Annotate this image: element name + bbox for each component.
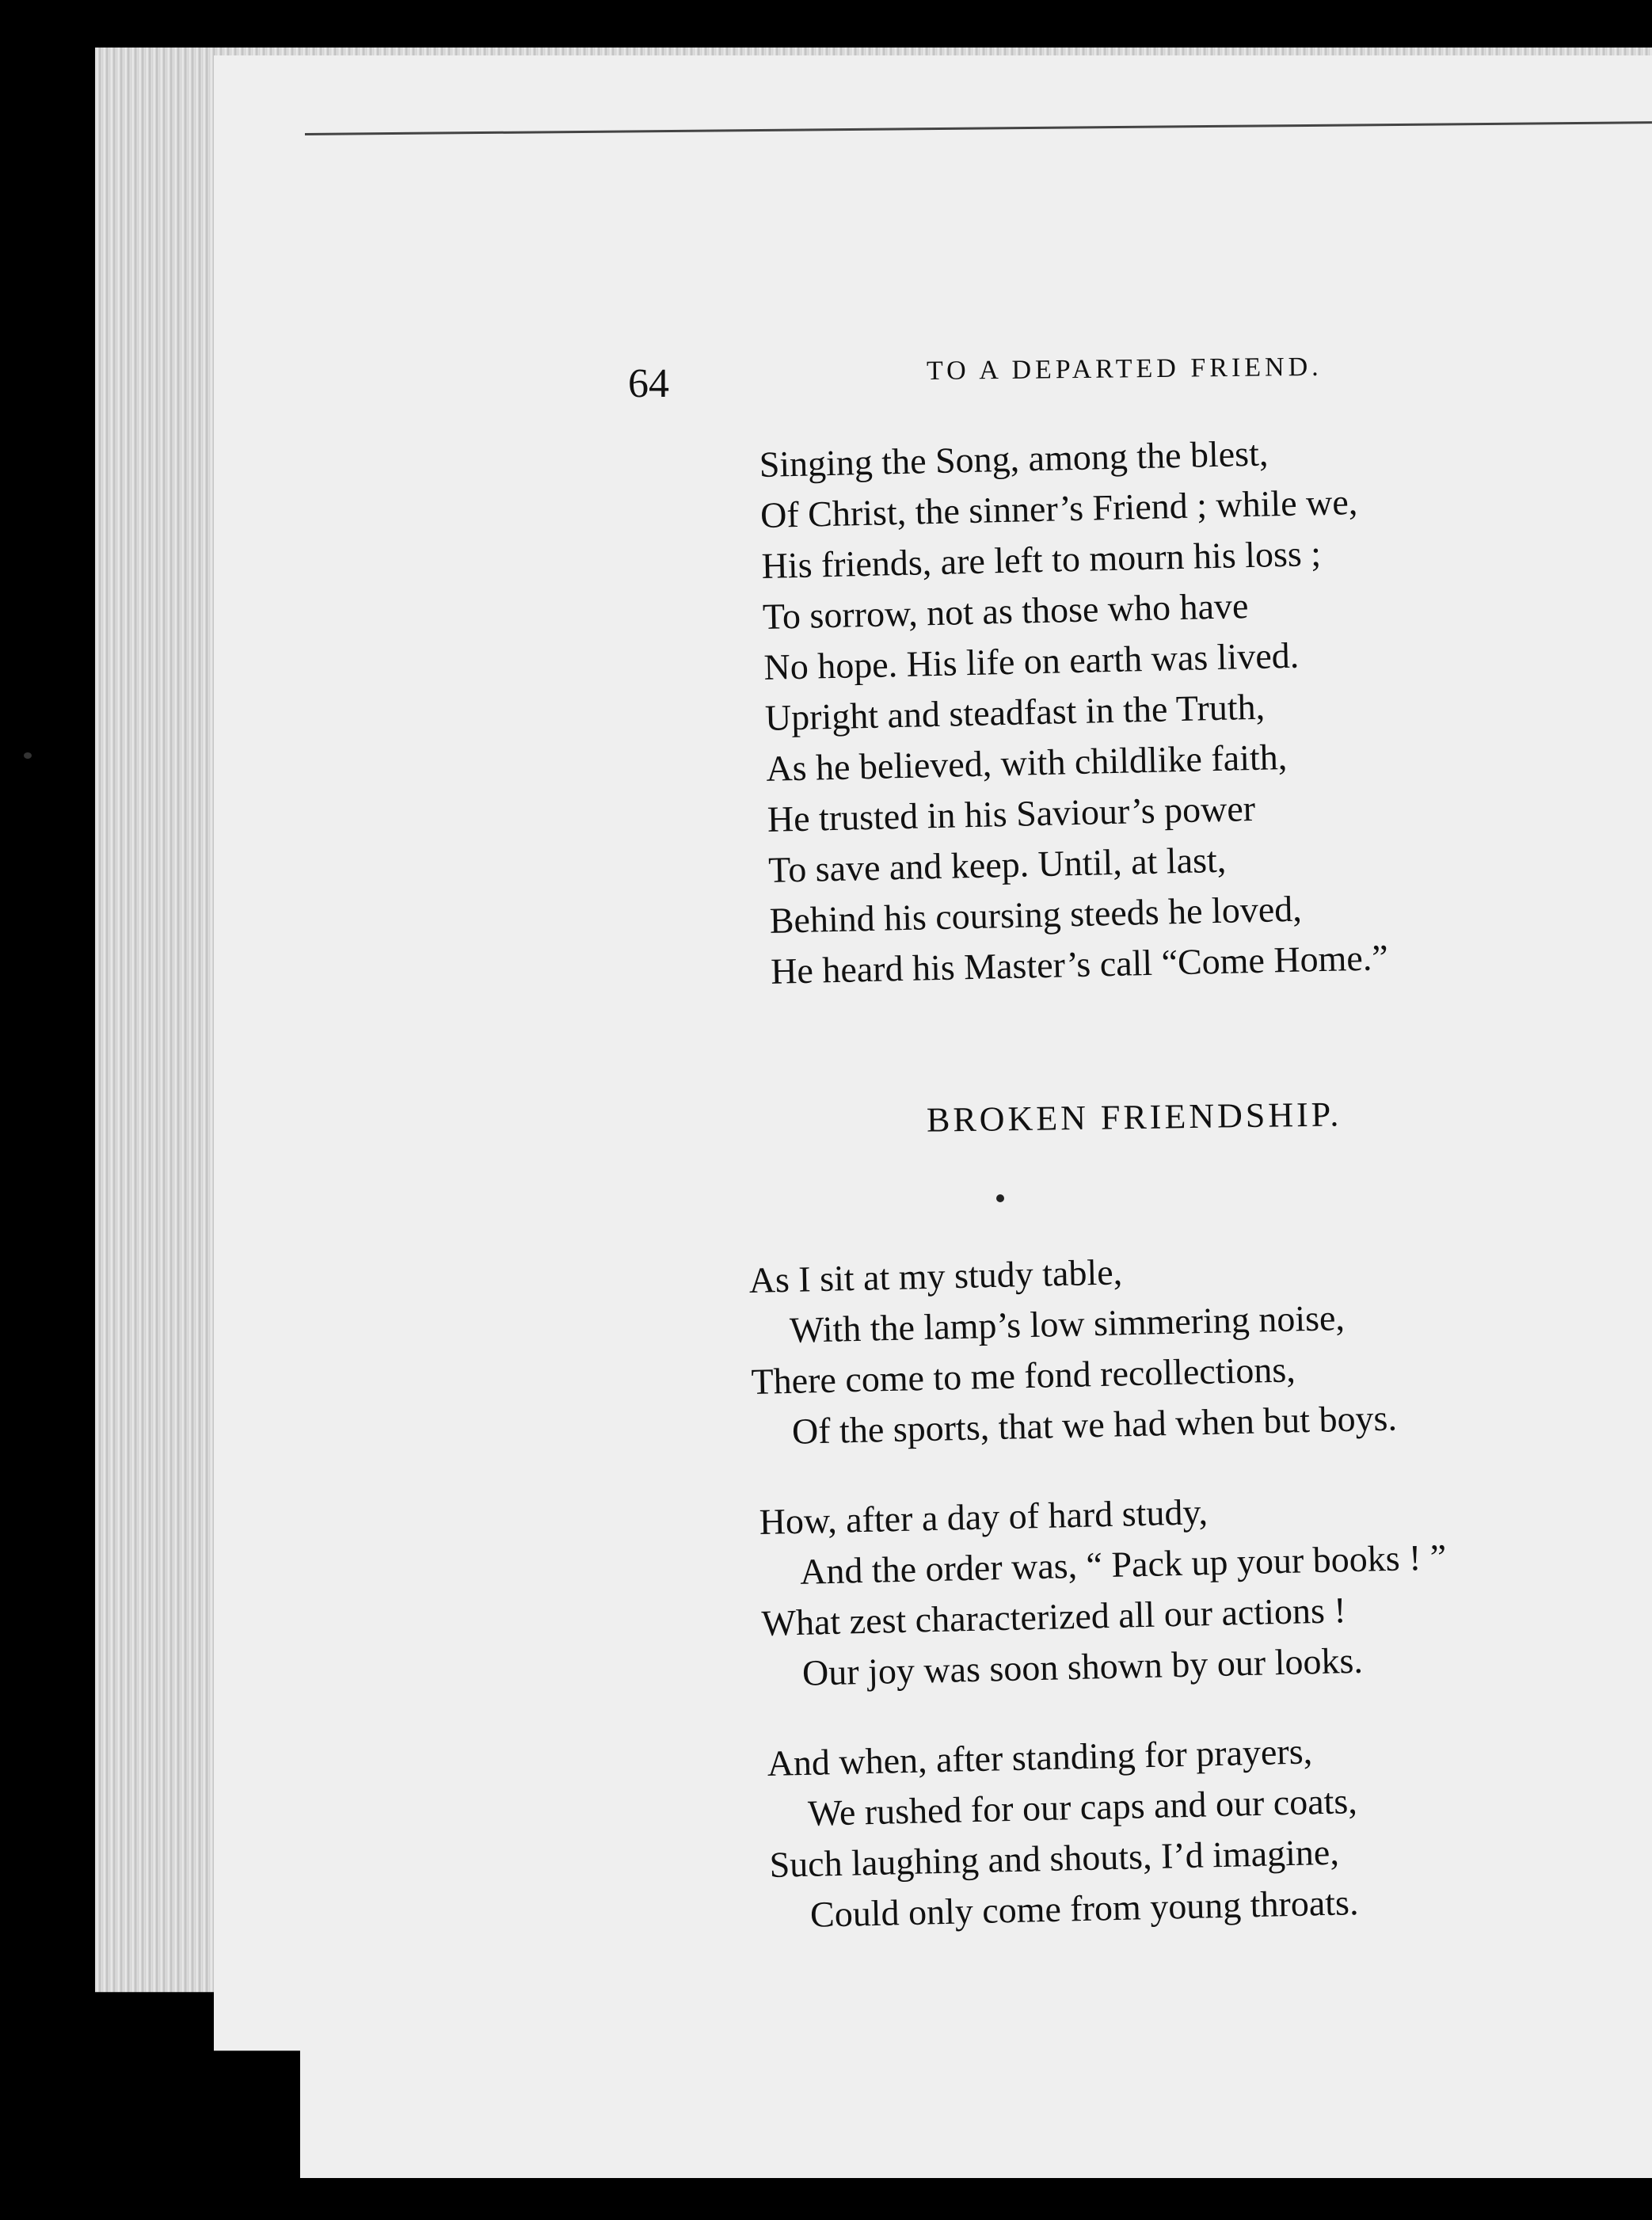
poem-departed-friend bbox=[759, 425, 1388, 997]
verse-line: And the order was, “ Pack up your books ! ” bbox=[799, 1536, 1447, 1592]
running-head: TO A DEPARTED FRIEND. bbox=[926, 352, 1323, 386]
poem-title: BROKEN FRIENDSHIP. bbox=[926, 1095, 1342, 1140]
stanza-3 bbox=[767, 1725, 1360, 1941]
verse-line: He heard his Master’s call “Come Home.” bbox=[770, 937, 1389, 992]
verse-line: Our joy was soon shown by our looks. bbox=[801, 1639, 1364, 1693]
stanza-1 bbox=[748, 1241, 1398, 1458]
verse-line: No hope. His life on earth was lived. bbox=[763, 634, 1300, 687]
verse-line: How, after a day of hard study, bbox=[759, 1491, 1209, 1542]
verse-line: Singing the Song, among the blest, bbox=[759, 432, 1269, 485]
verse-line: Behind his coursing steeds he loved, bbox=[769, 888, 1303, 941]
verse-line: Such laughing and shouts, I’d imagine, bbox=[769, 1831, 1340, 1885]
verse-line: And when, after standing for prayers, bbox=[767, 1731, 1313, 1784]
verse-line: Could only come from young throats. bbox=[809, 1882, 1359, 1935]
verse-line: His friends, are left to mourn his loss ; bbox=[761, 532, 1322, 586]
verse-line: Upright and steadfast in the Truth, bbox=[764, 686, 1266, 738]
verse-line: Of the sports, that we had when but boys. bbox=[791, 1397, 1398, 1452]
verse-line: We rushed for our caps and our coats, bbox=[807, 1780, 1358, 1833]
verse-line: As he believed, with childlike faith, bbox=[765, 736, 1288, 789]
ink-speck bbox=[24, 752, 32, 759]
verse-line: Of Christ, the sinner’s Friend ; while we, bbox=[759, 481, 1358, 535]
stanza-2 bbox=[759, 1481, 1449, 1700]
verse-line: To sorrow, not as those who have bbox=[762, 585, 1249, 637]
verse-line: With the lamp’s low simmering noise, bbox=[789, 1297, 1346, 1350]
ornament-dot bbox=[996, 1194, 1004, 1202]
verse-line: To save and keep. Until, at last, bbox=[767, 839, 1227, 890]
page-number: 64 bbox=[628, 361, 669, 406]
verse-line: He trusted in his Saviour’s power bbox=[767, 787, 1256, 840]
verse-line: What zest characterized all our actions ! bbox=[761, 1590, 1347, 1643]
verse-line: As I sit at my study table, bbox=[748, 1251, 1123, 1300]
verse-line: There come to me fond recollections, bbox=[751, 1349, 1296, 1402]
